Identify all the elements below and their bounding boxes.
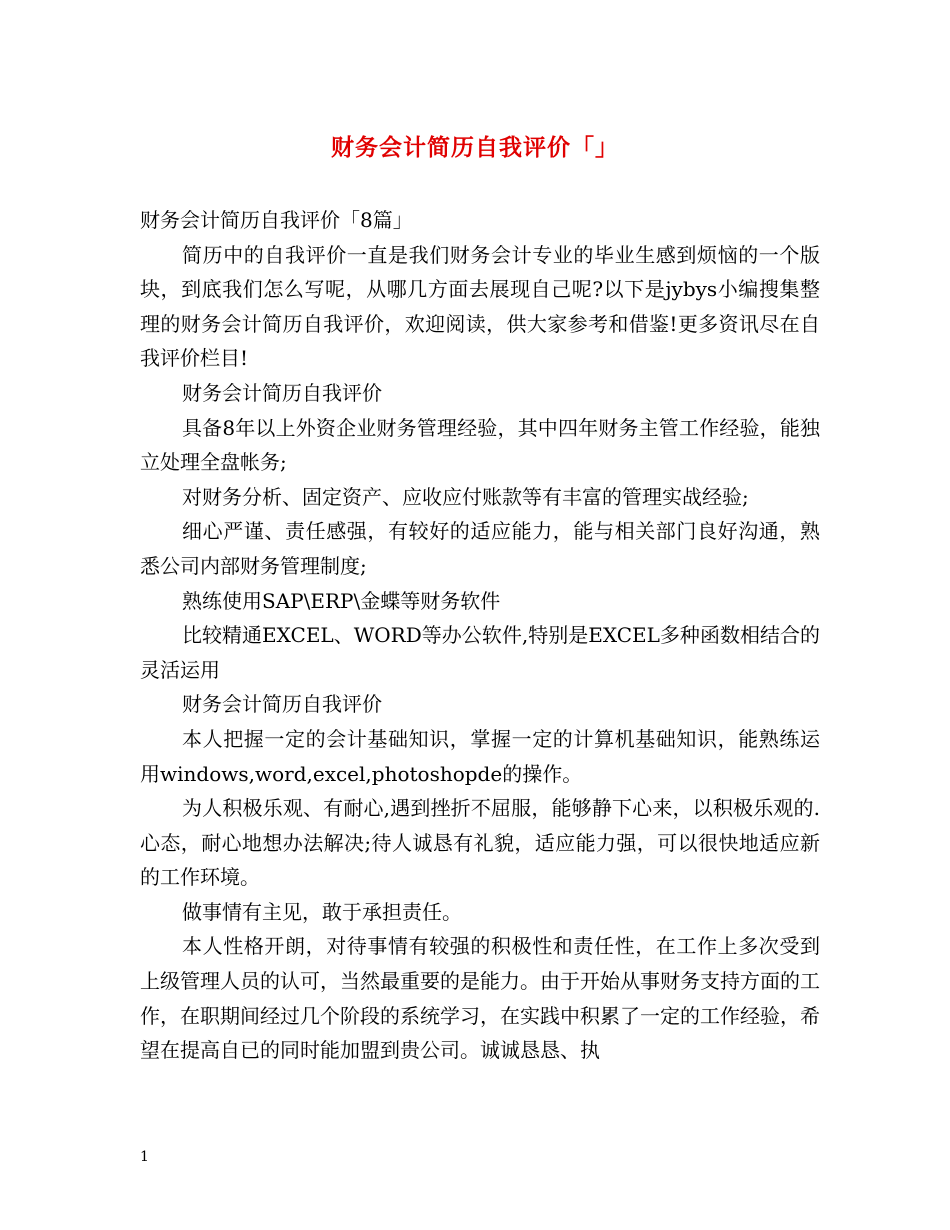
paragraph: 本人性格开朗，对待事情有较强的积极性和责任性，在工作上多次受到上级管理人员的认可，当然最重要的是能力。由于开始从事财务支持方面的工作，在职期间经过几个阶段的系统学习，在实践中积累了一定的工作经验，希望在提高自已的同时能加盟到贵公司。诚诚恳恳、执 — [140, 934, 820, 1063]
section-heading: 财务会计简历自我评价 — [182, 692, 382, 717]
paragraph: 本人把握一定的会计基础知识，掌握一定的计算机基础知识，能熟练运用windows,word,excel,photoshopde的操作。 — [140, 726, 820, 786]
paragraph-subtitle: 财务会计简历自我评价「8篇」 — [140, 208, 413, 232]
section-heading: 财务会计简历自我评价 — [182, 380, 382, 405]
document-body — [140, 203, 820, 1068]
document-title: 财务会计简历自我评价「」 — [331, 134, 619, 161]
paragraph: 熟练使用SAP\ERP\金蝶等财务软件 — [182, 588, 501, 613]
paragraph: 为人积极乐观、有耐心,遇到挫折不屈服，能够静下心来，以积极乐观的.心态，耐心地想办法解决;待人诚恳有礼貌，适应能力强，可以很快地适应新的工作环境。 — [140, 796, 820, 890]
paragraph: 比较精通EXCEL、WORD等办公软件,特别是EXCEL多种函数相结合的灵活运用 — [140, 623, 820, 682]
paragraph: 具备8年以上外资企业财务管理经验，其中四年财务主管工作经验，能独立处理全盘帐务; — [140, 415, 820, 475]
paragraph-intro: 简历中的自我评价一直是我们财务会计专业的毕业生感到烦恼的一个版块，到底我们怎么写呢，从哪几方面去展现自己呢?以下是jybys小编搜集整理的财务会计简历自我评价，欢迎阅读，供大家参考和借鉴!更多资讯尽在自我评价栏目! — [140, 242, 820, 371]
paragraph: 做事情有主见，敢于承担责任。 — [182, 899, 462, 924]
paragraph: 对财务分析、固定资产、应收应付账款等有丰富的管理实战经验; — [182, 484, 749, 509]
page-number: 1 — [140, 1149, 149, 1165]
paragraph: 细心严谨、责任感强，有较好的适应能力，能与相关部门良好沟通，熟悉公司内部财务管理制度; — [140, 519, 820, 578]
